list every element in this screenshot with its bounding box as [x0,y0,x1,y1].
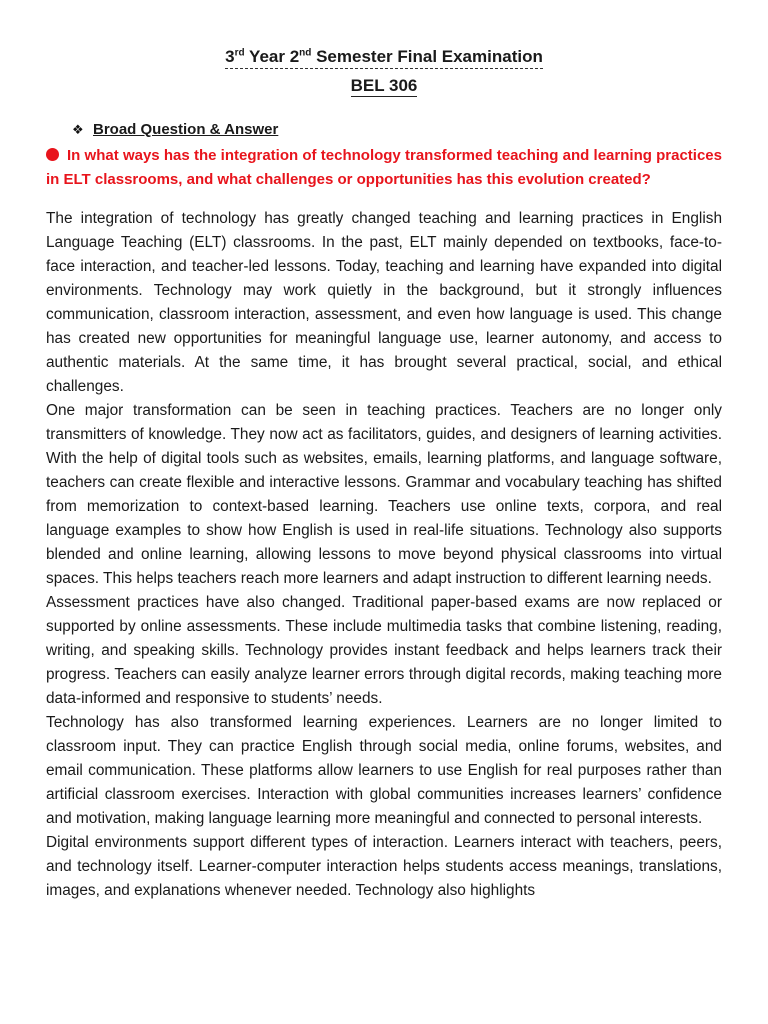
red-dot-bullet-icon [46,148,59,161]
answer-paragraph-1: The integration of technology has greatly changed teaching and learning practices in English Language Teaching (ELT) classrooms. In the past, ELT mainly depended on textbooks, face-to-face interaction, and teacher-led lessons. Today, teaching and learning have expanded into digital environments. Technology may work quietly in the background, but it strongly influences communication, classroom interaction, assessment, and even how language is used. This change has created new opportunities for meaningful language use, learner autonomy, and access to authentic materials. At the same time, it has brought several practical, social, and ethical challenges. [46,210,722,395]
exam-title: 3rd Year 2nd Semester Final Examination [225,46,543,69]
diamond-bullet-icon: ❖ [72,122,84,137]
header [46,44,722,99]
question-text: In what ways has the integration of technology transformed teaching and learning practices in ELT classrooms, and what challenges or opportunities has this evolution created? [46,147,722,188]
course-code: BEL 306 [350,76,418,95]
section-heading [72,119,722,141]
question [46,144,722,192]
section-heading-label: Broad Question & Answer [93,121,279,138]
answer-paragraph-5: Digital environments support different types of interaction. Learners interact with teachers, peers, and technology itself. Learner-computer interaction helps students access meanings, translations, images, and explanations whenever needed. Technology also highlights [46,834,722,899]
answer-paragraph-4: Technology has also transformed learning experiences. Learners are no longer limited to classroom input. They can practice English through social media, online forums, websites, and email communication. These platforms allow learners to use English for real purposes rather than artificial classroom exercises. Interaction with global communities increases learners’ confidence and motivation, making language learning more meaningful and connected to personal interests. [46,714,722,827]
answer-paragraph-3: Assessment practices have also changed. Traditional paper-based exams are now replaced or supported by online assessments. These include multimedia tasks that combine listening, reading, writing, and speaking skills. Technology provides instant feedback and helps learners track their progress. Teachers can easily analyze learner errors through digital records, making teaching more data-informed and responsive to students’ needs. [46,594,722,707]
answer-paragraph-2: One major transformation can be seen in teaching practices. Teachers are no longer only transmitters of knowledge. They now act as facilitators, guides, and designers of learning activities. With the help of digital tools such as websites, emails, learning platforms, and language software, teachers can create flexible and interactive lessons. Grammar and vocabulary teaching has shifted from memorization to context-based learning. Teachers use online texts, corpora, and real language examples to show how English is used in real-life situations. Technology also supports blended and online learning, allowing lessons to move beyond physical classrooms into virtual spaces. This helps teachers reach more learners and adapt instruction to different learning needs. [46,402,722,587]
